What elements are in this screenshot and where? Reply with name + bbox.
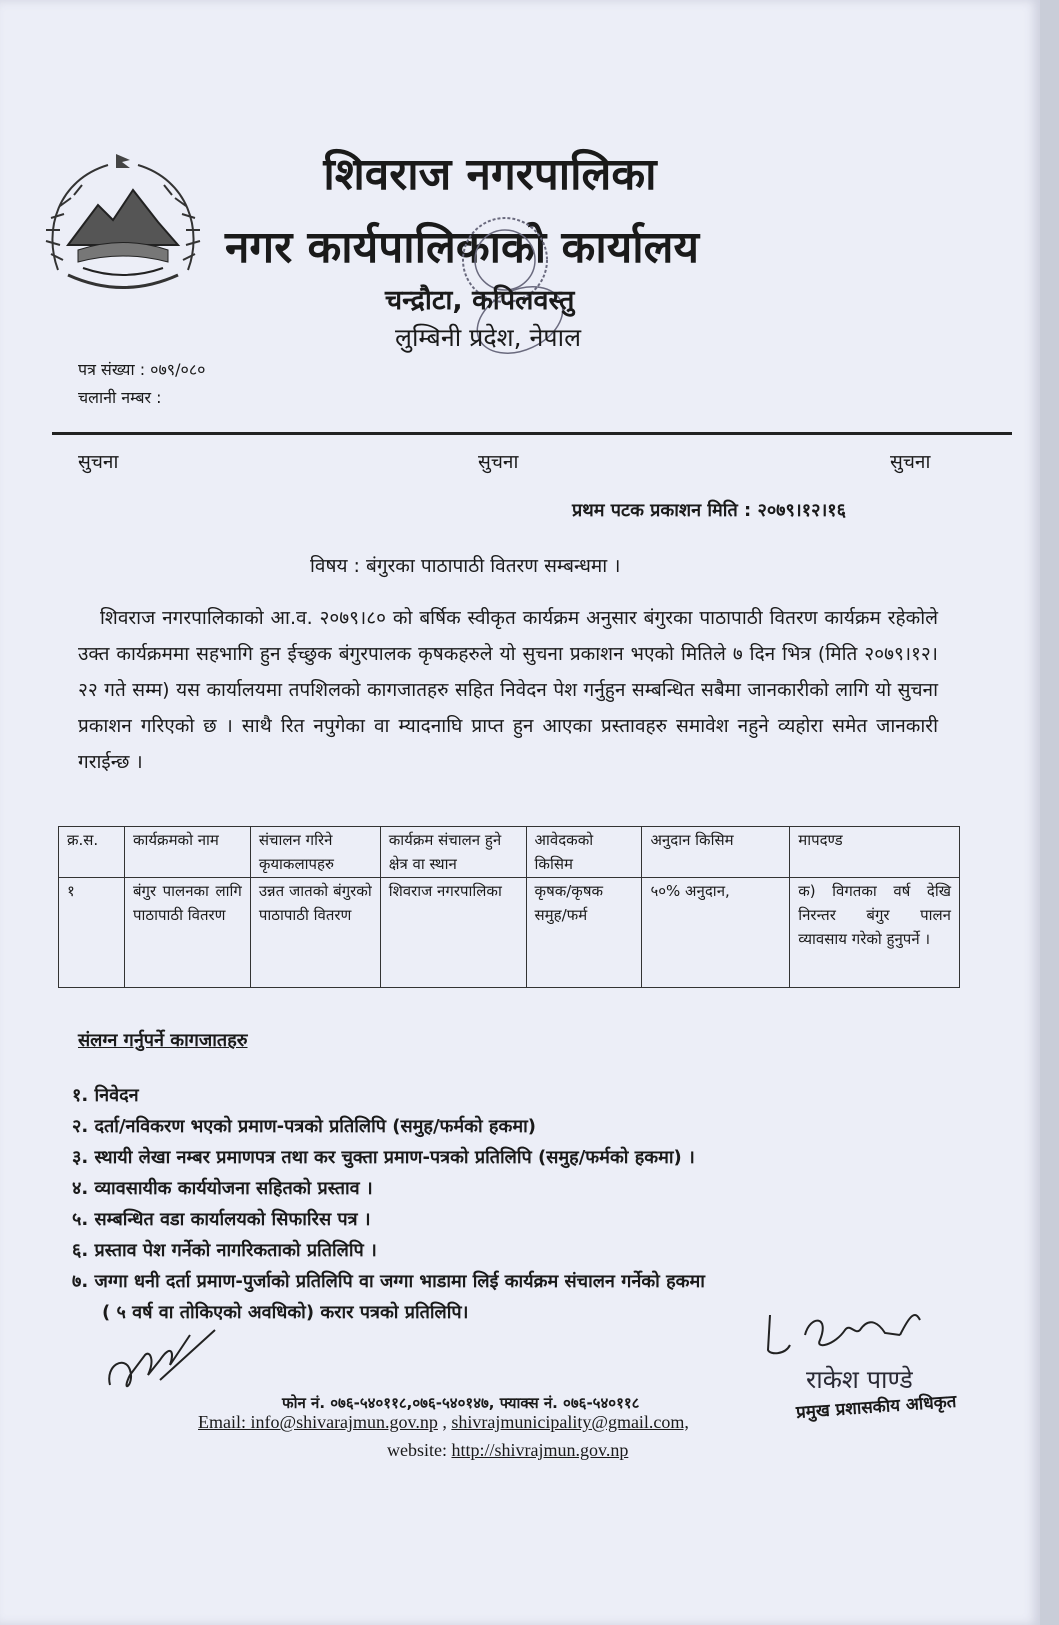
email-link-1[interactable]: info@shivarajmun.gov.np [250, 1412, 438, 1432]
column-header: क्र.स. [59, 827, 125, 878]
address-line-1: चन्द्रौटा, कपिलवस्तु [385, 285, 575, 316]
website-link[interactable]: http://shivrajmun.gov.np [451, 1440, 629, 1460]
list-item: १. निवेदन [72, 1085, 139, 1106]
notice-label-left: सुचना [78, 451, 119, 473]
column-header: अनुदान किसिम [642, 827, 790, 878]
email-separator: , [437, 1412, 452, 1432]
contact-phone: फोन नं. ०७६-५४०११८,०७६-५४०१४७, फ्याक्स नं. ०७६-५४०११८ [282, 1394, 640, 1412]
website-prefix: website: [387, 1440, 452, 1460]
email-prefix: Email: [198, 1412, 251, 1432]
attachments-list [72, 1080, 705, 1328]
table-cell: क) विगतका वर्ष देखि निरन्तर बंगुर पालन व्यावसाय गरेको हुनुपर्ने । [790, 878, 960, 988]
notice-label-right: सुचना [890, 451, 931, 473]
table-cell: शिवराज नगरपालिका [380, 878, 526, 988]
notice-label-center: सुचना [478, 451, 519, 473]
list-item: ७. जग्गा धनी दर्ता प्रमाण-पुर्जाको प्रतिलिपि वा जग्गा भाडामा लिई कार्यक्रम संचालन गर्नेको हकमा [72, 1271, 705, 1292]
dispatch-number: चलानी नम्बर : [78, 388, 162, 407]
signature-left-icon [100, 1325, 230, 1405]
list-item: ३. स्थायी लेखा नम्बर प्रमाणपत्र तथा कर चुक्ता प्रमाण-पत्रको प्रतिलिपि (समुह/फर्मको हकमा) । [72, 1147, 695, 1168]
signatory-name: राकेश पाण्डे [806, 1365, 913, 1394]
table-header-row [59, 827, 960, 878]
list-item: २. दर्ता/नविकरण भएको प्रमाण-पत्रको प्रतिलिपि (समुह/फर्मको हकमा) [72, 1116, 536, 1137]
office-title: नगर कार्यपालिकाको कार्यालय [225, 222, 699, 273]
email-link-2[interactable]: shivrajmunicipality@gmail.com, [451, 1412, 689, 1432]
list-item: ५. सम्बन्धित वडा कार्यालयको सिफारिस पत्र । [72, 1209, 371, 1230]
list-item: ६. प्रस्ताव पेश गर्नेको नागरिकताको प्रतिलिपि । [72, 1240, 377, 1261]
column-header: कार्यक्रमको नाम [124, 827, 250, 878]
table-cell: ५०% अनुदान, [642, 878, 790, 988]
table-cell: उन्नत जातको बंगुरको पाठापाठी वितरण [250, 878, 380, 988]
column-header: मापदण्ड [790, 827, 960, 878]
table-row [59, 878, 960, 988]
column-header: कार्यक्रम संचालन हुने क्षेत्र वा स्थान [380, 827, 526, 878]
header-divider [52, 432, 1012, 435]
list-item: ४. व्यावसायीक कार्ययोजना सहितको प्रस्ताव । [72, 1178, 373, 1199]
address-line-2: लुम्बिनी प्रदेश, नेपाल [395, 323, 582, 352]
attachments-heading: संलग्न गर्नुपर्ने कागजातहरु [78, 1030, 248, 1051]
contact-website [387, 1440, 628, 1461]
publication-date: प्रथम पटक प्रकाशन मिति : २०७९।१२।१६ [572, 500, 846, 521]
contact-email [198, 1412, 689, 1433]
column-header: आवेदकको किसिम [526, 827, 642, 878]
notice-body: शिवराज नगरपालिकाको आ.व. २०७९।८० को बर्षिक स्वीकृत कार्यक्रम अनुसार बंगुरका पाठापाठी वितरण कार्यक्रम रहेकोले उक्त कार्यक्रममा सहभागि हुन ईच्छुक बंगुरपालक कृषकहरुले यो सुचना प्रकाशन भएको मितिले ७ दिन भित्र (मिति २०७९।१२।२२ गते सम्म) यस कार्यालयमा तपशिलको कागजातहरु सहित निवेदन पेश गर्नुहुन सम्बन्धित सबैमा जानकारीको लागि यो सुचना प्रकाशन गरिएको छ । साथै रित नपुगेका वा म्यादनाघि प्राप्त हुन आएका प्रस्तावहरु समावेश नहुने व्यहोरा समेत जानकारी गराईन्छ । [78, 607, 938, 773]
table-cell: कृषक/कृषक समुह/फर्म [526, 878, 642, 988]
program-table [58, 826, 960, 988]
signature-right-icon [760, 1305, 930, 1365]
letter-number: पत्र संख्या : ०७९/०८० [78, 360, 206, 379]
table-cell: १ [59, 878, 125, 988]
signatory-title: प्रमुख प्रशासकीय अधिकृत [795, 1391, 958, 1423]
municipality-title: शिवराज नगरपालिका [323, 149, 657, 200]
column-header: संचालन गरिने कृयाकलापहरु [250, 827, 380, 878]
list-item: ( ५ वर्ष वा तोकिएको अवधिको) करार पत्रको प्रतिलिपि। [102, 1302, 469, 1323]
subject-line: विषय : बंगुरका पाठापाठी वितरण सम्बन्धमा । [310, 555, 621, 577]
table-cell: बंगुर पालनका लागि पाठापाठी वितरण [124, 878, 250, 988]
